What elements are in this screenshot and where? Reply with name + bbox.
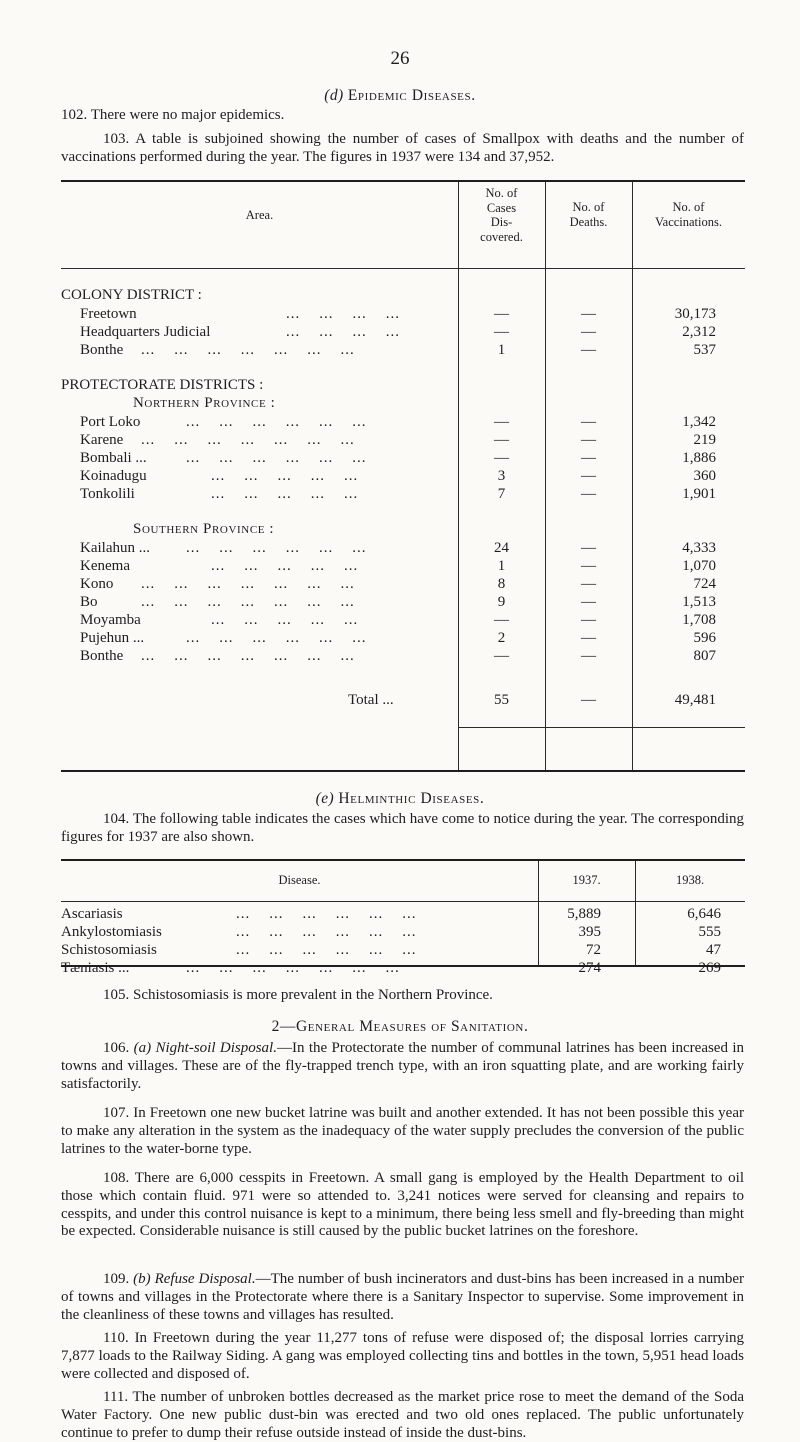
leader-dots: ... ... ... ... ...: [211, 558, 359, 574]
header-disease: Disease.: [278, 873, 321, 887]
total-label: Total ...: [348, 692, 394, 708]
header-deaths: [545, 200, 632, 229]
header-cases-line: covered.: [480, 229, 523, 244]
row-area: Kono: [80, 576, 114, 592]
row-deaths: —: [581, 648, 596, 664]
paragraph-109-number: 109.: [103, 1271, 130, 1287]
table-row: [61, 468, 745, 486]
paragraph-105: 105. Schistosomiasis is more prevalent in the Northern Province.: [103, 987, 493, 1003]
row-1938: 555: [698, 924, 721, 940]
leader-dots: ... ... ... ... ...: [211, 612, 359, 628]
row-vaccinations: 724: [693, 576, 716, 592]
leader-dots: ... ... ... ... ... ...: [186, 450, 367, 466]
leader-dots: ... ... ... ... ... ... ...: [141, 432, 355, 448]
leader-dots: ... ... ... ... ... ...: [186, 414, 367, 430]
leader-dots: ... ... ... ... ... ...: [236, 924, 417, 940]
row-area: Bonthe: [80, 648, 124, 664]
table-row: [61, 540, 745, 558]
leader-dots: ... ... ... ...: [286, 324, 400, 340]
leader-dots: ... ... ... ... ... ... ...: [141, 648, 355, 664]
paragraph-109-title: Refuse Disposal.: [154, 1271, 256, 1287]
row-vaccinations: 807: [693, 648, 716, 664]
row-1938: 47: [706, 942, 721, 958]
header-vaccinations-line: Vaccinations.: [655, 214, 722, 229]
table-row: [61, 558, 745, 576]
row-area: Bo: [80, 594, 98, 610]
row-disease: Ascariasis: [61, 906, 123, 922]
row-area: Moyamba: [80, 612, 141, 628]
section-d-letter: (d): [324, 87, 344, 104]
header-vaccinations-line: No. of: [672, 200, 705, 214]
row-vaccinations: 2,312: [682, 324, 716, 340]
row-1938: 269: [698, 960, 721, 976]
row-cases: 8: [497, 576, 506, 592]
row-area: Bonthe: [80, 342, 124, 358]
row-deaths: —: [581, 612, 596, 628]
table-row: [61, 906, 745, 924]
table-row: [61, 342, 745, 360]
row-deaths: —: [581, 594, 596, 610]
header-cases-line: Dis-: [490, 215, 513, 229]
row-cases: —: [494, 648, 509, 664]
table-row: [61, 486, 745, 504]
row-deaths: —: [581, 486, 596, 502]
paragraph-106-letter: (a): [133, 1040, 152, 1056]
table-top-rule: [61, 180, 745, 182]
header-cases-line: No. of: [485, 186, 518, 200]
row-cases: 1: [497, 342, 506, 358]
leader-dots: ... ... ... ...: [286, 306, 400, 322]
leader-dots: ... ... ... ... ... ...: [186, 630, 367, 646]
total-vaccinations: 49,481: [674, 692, 716, 708]
leader-dots: ... ... ... ... ... ...: [236, 942, 417, 958]
header-bottom-rule: [61, 901, 745, 902]
row-area: Kenema: [80, 558, 130, 574]
section-d-title: Epidemic Diseases.: [347, 87, 476, 104]
row-cases: 9: [497, 594, 506, 610]
row-cases: 2: [497, 630, 506, 646]
row-deaths: —: [581, 558, 596, 574]
leader-dots: ... ... ... ... ... ... ...: [141, 342, 355, 358]
row-deaths: —: [581, 576, 596, 592]
row-vaccinations: 360: [693, 468, 716, 484]
header-1938: 1938.: [675, 873, 705, 887]
row-1938: 6,646: [687, 906, 721, 922]
header-cases: [458, 186, 545, 244]
leader-dots: ... ... ... ... ... ... ...: [141, 576, 355, 592]
row-area: Koinadugu: [80, 468, 147, 484]
row-cases: 7: [497, 486, 506, 502]
row-cases: —: [494, 306, 509, 322]
row-deaths: —: [581, 630, 596, 646]
table-row: [61, 630, 745, 648]
row-disease: Schistosomiasis: [61, 942, 157, 958]
table-row: [61, 576, 745, 594]
row-deaths: —: [581, 342, 596, 358]
leader-dots: ... ... ... ... ... ...: [186, 540, 367, 556]
header-deaths-line: No. of: [572, 200, 605, 214]
page-number: 26: [390, 48, 410, 69]
section-2-heading: 2—General Measures of Sanitation.: [271, 1018, 529, 1035]
table-top-rule: [61, 859, 745, 861]
table-row: [61, 306, 745, 324]
header-area: Area.: [245, 208, 274, 222]
row-deaths: —: [581, 450, 596, 466]
row-1937: 5,889: [567, 906, 601, 922]
table-row: [61, 960, 745, 978]
paragraph-111: 111. The number of unbroken bottles decreased as the market price rose to meet the demand of the Soda Water Factory. One new public dust-bin was erected and two old ones replaced. The public unfortunately continue to prefer to dump their refuse outside instead of inside the dust-bins.: [61, 1389, 744, 1441]
group-label-colony: COLONY DISTRICT :: [61, 287, 202, 303]
row-area: Bombali ...: [80, 450, 147, 466]
table-row: [61, 594, 745, 612]
table-row: [61, 450, 745, 468]
row-vaccinations: 1,886: [682, 450, 716, 466]
row-disease: Ankylostomiasis: [61, 924, 162, 940]
row-area: Headquarters Judicial: [80, 324, 211, 340]
row-vaccinations: 596: [693, 630, 716, 646]
paragraph-109: [61, 1271, 744, 1324]
paragraph-106-text: —In the Protectorate the number of communal latrines has been increased in towns and villages. These are of the fly-trapped trench type, with an iron squatting plate, and are working fairly satisfactorily.: [61, 1040, 744, 1092]
paragraph-106-title: Night-soil Disposal.: [155, 1040, 277, 1056]
table-row: [61, 924, 745, 942]
row-cases: 1: [497, 558, 506, 574]
leader-dots: ... ... ... ... ...: [211, 468, 359, 484]
total-cases: 55: [494, 692, 509, 708]
table-row: [61, 612, 745, 630]
row-vaccinations: 1,513: [682, 594, 716, 610]
row-deaths: —: [581, 306, 596, 322]
leader-dots: ... ... ... ... ...: [211, 486, 359, 502]
row-vaccinations: 1,342: [682, 414, 716, 430]
smallpox-table: [61, 180, 745, 772]
row-vaccinations: 1,070: [682, 558, 716, 574]
row-area: Port Loko: [80, 414, 141, 430]
row-deaths: —: [581, 468, 596, 484]
group-label-protectorate: PROTECTORATE DISTRICTS :: [61, 377, 264, 393]
subgroup-label-northern: Northern Province :: [133, 395, 276, 411]
leader-dots: ... ... ... ... ... ... ...: [141, 594, 355, 610]
paragraph-110: 110. In Freetown during the year 11,277 tons of refuse were disposed of; the disposal lorries carrying 7,877 loads to the Railway Siding. A gang was employed collecting tins and bottles in the town, 5,951 head loads were collected and disposed of.: [61, 1330, 744, 1382]
row-deaths: —: [581, 414, 596, 430]
leader-dots: ... ... ... ... ... ...: [236, 906, 417, 922]
row-disease: Tæniasis ...: [61, 960, 130, 976]
header-cases-line: Cases: [486, 200, 517, 215]
row-vaccinations: 4,333: [682, 540, 716, 556]
paragraph-108: 108. There are 6,000 cesspits in Freetown. A small gang is employed by the Health Department to oil those which contain fluid. 971 were so attended to. 3,241 notices were served for cleansing and repairs to cesspits, and under this control nuisance is kept to a minimum, there being less smell and fly-breeding than might be expected. Considerable nuisance is still caused by the public bucket latrines on the foreshore.: [61, 1170, 744, 1240]
row-1937: 274: [578, 960, 601, 976]
row-vaccinations: 30,173: [674, 306, 716, 322]
section-e-title: Helminthic Diseases.: [338, 790, 485, 807]
paragraph-104: 104. The following table indicates the cases which have come to notice during the year. The corresponding figures for 1937 are also shown.: [61, 811, 744, 845]
table-row: [61, 648, 745, 666]
table-row: [61, 942, 745, 960]
paragraph-107: 107. In Freetown one new bucket latrine was built and another extended. It has not been possible this year to make any alteration in the system as the inadequacy of the water supply precludes the conversion of the public latrines to the water-borne type.: [61, 1105, 744, 1157]
row-deaths: —: [581, 540, 596, 556]
row-area: Karene: [80, 432, 124, 448]
table-bottom-rule: [61, 770, 745, 772]
row-cases: —: [494, 450, 509, 466]
row-cases: —: [494, 432, 509, 448]
row-vaccinations: 537: [693, 342, 716, 358]
table-row: [61, 414, 745, 432]
paragraph-106-number: 106.: [103, 1040, 130, 1056]
header-vaccinations: [632, 200, 745, 229]
row-cases: —: [494, 612, 509, 628]
row-area: Pujehun ...: [80, 630, 145, 646]
table-row: [61, 324, 745, 342]
paragraph-109-text: —The number of bush incinerators and dust-bins has been increased in a number of towns and villages in the Protectorate where there is a Sanitary Inspector to supervise. Some improvement in the cleanliness of these towns and villages has resulted.: [61, 1271, 745, 1323]
header-deaths-line: Deaths.: [569, 214, 608, 229]
subgroup-label-southern: Southern Province :: [133, 521, 275, 537]
paragraph-102: [61, 107, 744, 125]
total-deaths: —: [581, 692, 596, 708]
row-area: Freetown: [80, 306, 137, 322]
row-vaccinations: 1,901: [682, 486, 716, 502]
row-cases: —: [494, 414, 509, 430]
row-deaths: —: [581, 432, 596, 448]
row-area: Tonkolili: [80, 486, 135, 502]
paragraph-106: [61, 1040, 744, 1093]
paragraph-109-letter: (b): [133, 1271, 151, 1287]
row-1937: 395: [578, 924, 601, 940]
header-1937: 1937.: [572, 873, 601, 887]
row-cases: 24: [494, 540, 509, 556]
table-row: [61, 432, 745, 450]
row-cases: —: [494, 324, 509, 340]
row-vaccinations: 1,708: [682, 612, 716, 628]
paragraph-102-text: 102. There were no major epidemics.: [61, 107, 285, 123]
paragraph-103: 103. A table is subjoined showing the number of cases of Smallpox with deaths and the number of vaccinations performed during the year. The figures in 1937 were 134 and 37,952.: [61, 131, 744, 165]
section-e-letter: (e): [315, 790, 335, 807]
total-rule: [458, 727, 745, 728]
total-row: [61, 692, 745, 710]
section-d-heading: [0, 87, 800, 105]
row-area: Kailahun ...: [80, 540, 150, 556]
row-vaccinations: 219: [693, 432, 716, 448]
leader-dots: ... ... ... ... ... ... ...: [186, 960, 400, 976]
row-cases: 3: [497, 468, 506, 484]
row-deaths: —: [581, 324, 596, 340]
helminthic-table: [61, 859, 745, 976]
header-bottom-rule: [61, 268, 745, 269]
section-e-heading: [0, 790, 800, 808]
row-1937: 72: [586, 942, 601, 958]
